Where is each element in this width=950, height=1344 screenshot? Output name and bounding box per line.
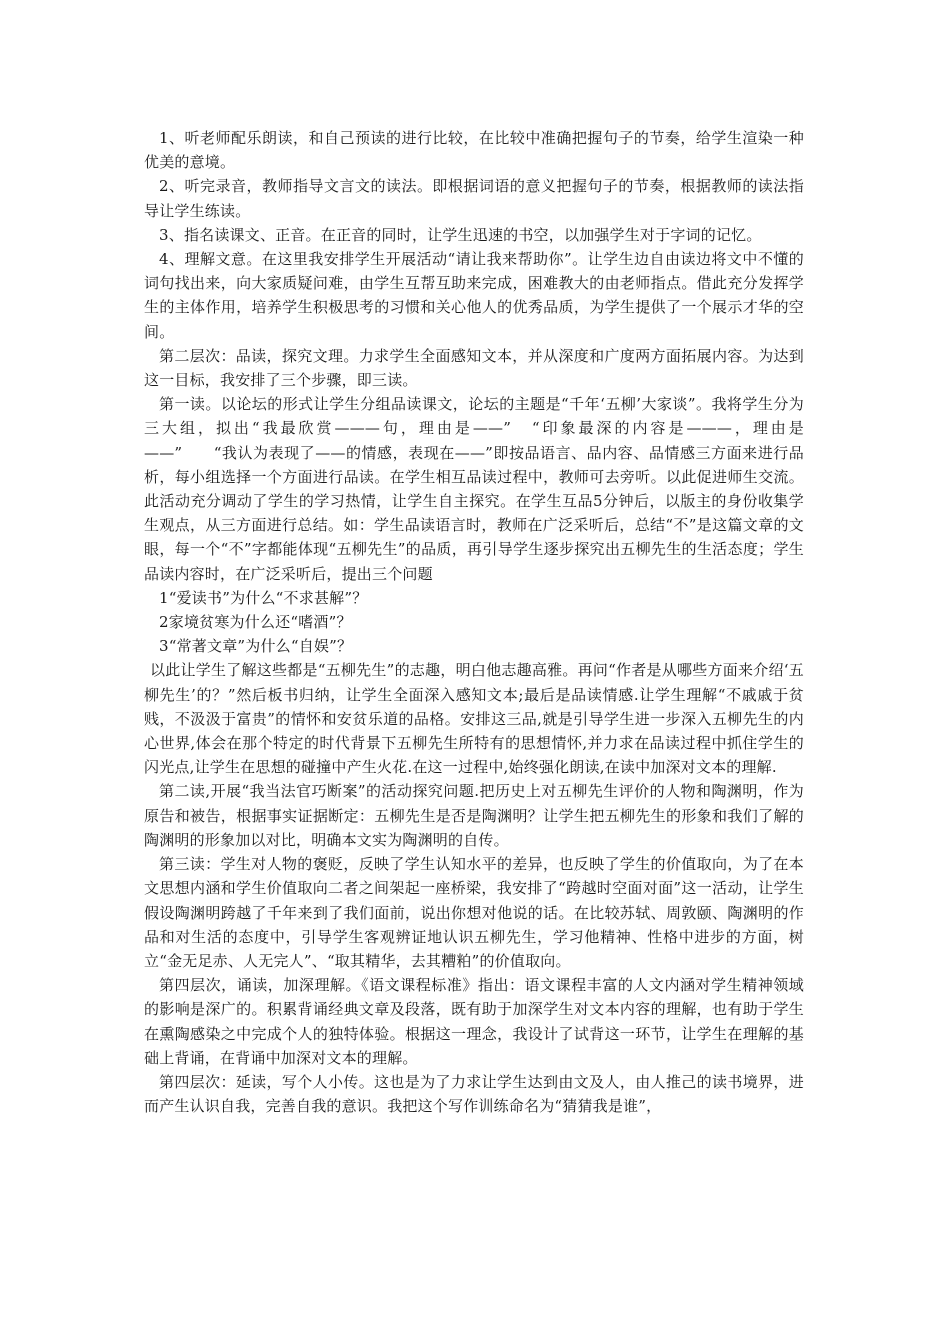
paragraph-level-2: 第二层次：品读，探究文理。力求学生全面感知文本，并从深度和广度两方面拓展内容。为达到这一目标，我安排了三个步骤，即三读。 (144, 346, 804, 390)
question-1: 1“爱读书”为什么“不求甚解”？ (159, 588, 368, 607)
paragraph-step-2: 2、听完录音，教师指导文言文的读法。即根据词语的意义把握句子的节奏，根据教师的读法指导让学生练读。 (144, 177, 804, 220)
paragraph-summary: 以此让学生了解这些都是“五柳先生”的志趣，明白他志趣高雅。再问“作者是从哪些方面来介绍‘五柳先生’的？”然后板书归纳，让学生全面深入感知文本;最后是品读情感.让学生理解“不戚戚于贫贱，不汲汲于富贵”的情怀和安贫乐道的品格。安排这三品,就是引导学生进一步深入五柳先生的内心世界,体会在那个特定的时代背景下五柳先生所特有的思想情怀,并力求在品读过程中抓住学生的闪光点,让学生在思想的碰撞中产生火花.在这一过程中,始终强化朗读,在读中加深对文本的理解. (144, 661, 804, 777)
paragraph-third-reading: 第三读：学生对人物的褒贬，反映了学生认知水平的差异，也反映了学生的价值取向，为了在本文思想内涵和学生价值取向二者之间架起一座桥梁，我安排了“跨越时空面对面”这一活动，让学生假设陶渊明跨越了千年来到了我们面前，说出你想对他说的话。在比较苏轼、周敦颐、陶渊明的作品和对生活的态度中，引导学生客观辨证地认识五柳先生，学习他精神、性格中进步的方面，树立“金无足赤、人无完人”、“取其精华，去其糟粕”的价值取向。 (144, 855, 804, 970)
paragraph-level-4-extend: 第四层次：延读，写个人小传。这也是为了力求让学生达到由文及人，由人推己的读书境界，进而产生认识自我，完善自我的意识。我把这个写作训练命名为“猜猜我是谁”， (144, 1072, 804, 1116)
paragraph-level-4-recite: 第四层次，诵读，加深理解。《语文课程标准》指出：语文课程丰富的人文内涵对学生精神领域的影响是深广的。积累背诵经典文章及段落，既有助于加深学生对文本内容的理解，也有助于学生在熏陶感染之中完成个人的独特体验。根据这一理念，我设计了试背这一环节，让学生在理解的基础上背诵，在背诵中加深对文本的理解。 (144, 976, 804, 1067)
paragraph-second-reading: 第二读,开展“我当法官巧断案”的活动探究问题.把历史上对五柳先生评价的人物和陶渊明，作为原告和被告，根据事实证据断定：五柳先生是否是陶渊明？让学生把五柳先生的形象和我们了解的陶渊明的形象加以对比，明确本文实为陶渊明的自传。 (144, 782, 804, 849)
question-2: 2家境贫寒为什么还“嗜酒”？ (159, 613, 352, 632)
paragraph-first-reading: 第一读。以论坛的形式让学生分组品读课文，论坛的主题是“千年‘五柳’大家谈”。我将学生分为三大组，拟出“我最欣赏———句，理由是——” “印象最深的内容是———，理由是——” “我认为表现了——的情感，表现在——”即按品语言、品内容、品情感三方面来进行品析，每小组选择一个方面进行品读。在学生相互品读过程中，教师可去旁听。以此促进师生交流。此活动充分调动了学生的学习热情，让学生自主探究。在学生互品5分钟后，以版主的身份收集学生观点，从三方面进行总结。如：学生品读语言时，教师在广泛采听后，总结“不”是这篇文章的文眼，每一个“不”字都能体现“五柳先生”的品质，再引导学生逐步探究出五柳先生的生活态度；学生品读内容时，在广泛采听后，提出三个问题 (144, 395, 804, 583)
paragraph-step-3: 3、指名读课文、正音。在正音的同时，让学生迅速的书空，以加强学生对于字词的记忆。 (159, 225, 762, 244)
paragraph-step-1: 1、听老师配乐朗读，和自己预读的进行比较，在比较中准确把握句子的节奏，给学生渲染一种优美的意境。 (144, 129, 804, 172)
question-3: 3“常著文章”为什么“自娱”？ (159, 637, 353, 656)
paragraph-step-4: 4、理解文意。在这里我安排学生开展活动“请让我来帮助你”。让学生边自由读边将文中不懂的词句找出来，向大家质疑问难，由学生互帮互助来完成，困难教大的由老师指点。借此充分发挥学生的主体作用，培养学生积极思考的习惯和关心他人的优秀品质，为学生提供了一个展示才华的空间。 (144, 250, 804, 341)
document-body (144, 126, 804, 1118)
